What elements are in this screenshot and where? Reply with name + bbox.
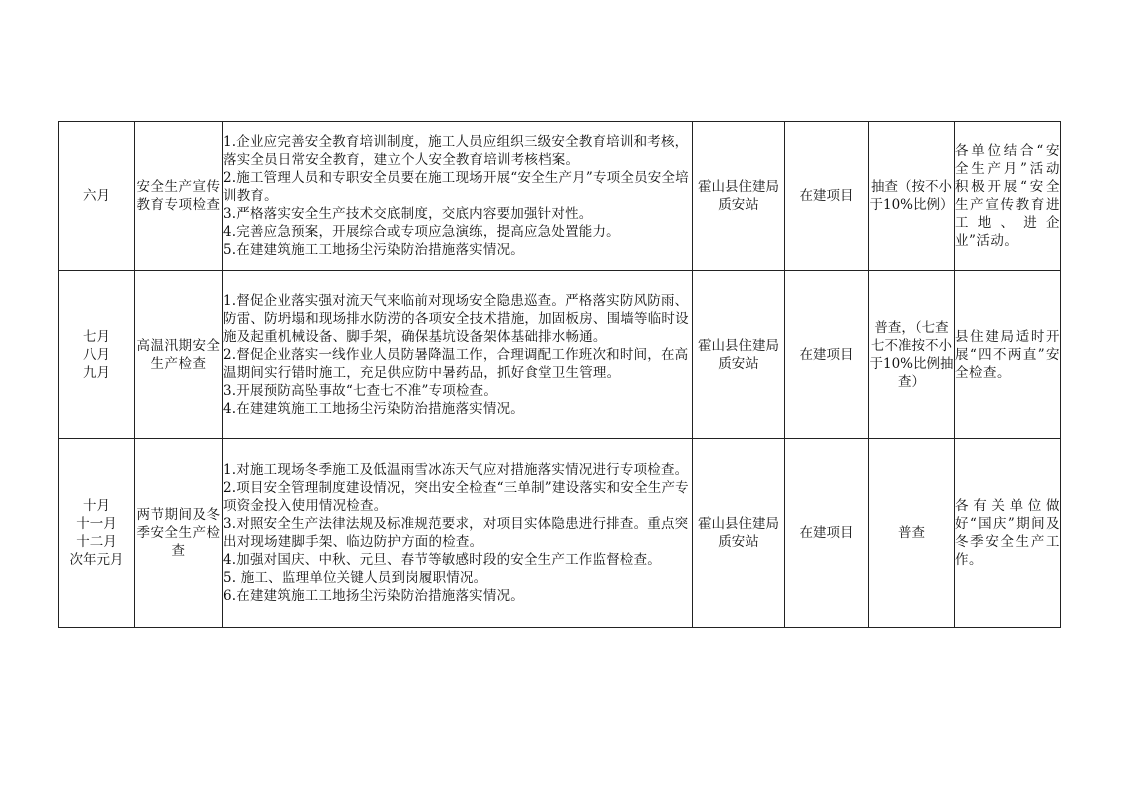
month-line: 七月 <box>83 328 110 345</box>
inspection-plan-table <box>58 121 1061 628</box>
content-item: 1.企业应完善安全教育培训制度，施工人员应组织三级安全教育培训和考核，落实全员日常安全教育，建立个人安全教育培训考核档案。 <box>223 134 689 168</box>
target-cell: 在建项目 <box>785 122 869 271</box>
content-item: 5. 施工、监理单位关键人员到岗履职情况。 <box>223 570 488 586</box>
method-cell: 普查，（七查七不准按不小于10%比例抽查） <box>869 271 955 439</box>
content-item: 1.督促企业落实强对流天气来临前对现场安全隐患巡查。严格落实防风防雨、防雷、防坍塌和现场排水防涝的各项安全技术措施，加固板房、围墙等临时设施及起重机械设备、脚手架，确保基坑设备架体基础排水畅通。 <box>223 292 689 345</box>
content-item: 2.施工管理人员和专职安全员要在施工现场开展“安全生产月”专项全员安全培训教育。 <box>223 170 689 204</box>
month-line: 九月 <box>83 364 110 381</box>
content-item: 2.督促企业落实一线作业人员防暑降温工作，合理调配工作班次和时间，在高温期间实行错时施工，充足供应防中暑药品，抓好食堂卫生管理。 <box>223 346 689 381</box>
remark-cell: 各有关单位做好“国庆”期间及冬季安全生产工作。 <box>955 439 1061 628</box>
month-cell <box>59 122 135 271</box>
content-item: 3.开展预防高坠事故“七查七不准”专项检查。 <box>223 382 498 399</box>
month-line: 六月 <box>83 188 110 204</box>
target-cell: 在建项目 <box>785 439 869 628</box>
content-item: 3.严格落实安全生产技术交底制度，交底内容要加强针对性。 <box>223 206 593 222</box>
remark-cell: 各单位结合“安全生产月”活动积极开展“安全生产宣传教育进工地、进企业”活动。 <box>955 122 1061 271</box>
table-row <box>59 271 1061 439</box>
content-item: 1.对施工现场冬季施工及低温雨雪冰冻天气应对措施落实情况进行专项检查。 <box>223 462 689 478</box>
content-cell <box>223 271 693 439</box>
month-cell <box>59 439 135 628</box>
remark-cell: 县住建局适时开展“四不两直”安全检查。 <box>955 271 1061 439</box>
unit-cell: 霍山县住建局质安站 <box>693 122 785 271</box>
content-item: 4.完善应急预案，开展综合或专项应急演练，提高应急处置能力。 <box>223 224 620 240</box>
method-cell: 抽查（按不小于10%比例） <box>869 122 955 271</box>
content-item: 2.项目安全管理制度建设情况，突出安全检查“三单制”建设落实和安全生产专项资金投入使用情况检查。 <box>223 480 689 514</box>
topic-cell: 高温汛期安全生产检查 <box>135 271 223 439</box>
month-line: 八月 <box>83 346 110 363</box>
table-row <box>59 122 1061 271</box>
content-item: 3.对照安全生产法律法规及标准规范要求，对项目实体隐患进行排查。重点突出对现场建脚手架、临边防护方面的检查。 <box>223 516 689 550</box>
content-cell <box>223 439 693 628</box>
table-row <box>59 439 1061 628</box>
month-line: 十二月 <box>76 534 117 550</box>
target-cell: 在建项目 <box>785 271 869 439</box>
topic-cell: 安全生产宣传教育专项检查 <box>135 122 223 271</box>
month-line: 十一月 <box>76 516 117 532</box>
topic-cell: 两节期间及冬季安全生产检查 <box>135 439 223 628</box>
month-cell <box>59 271 135 439</box>
method-cell: 普查 <box>869 439 955 628</box>
month-line: 次年元月 <box>69 552 124 568</box>
content-cell <box>223 122 693 271</box>
unit-cell: 霍山县住建局质安站 <box>693 271 785 439</box>
content-item: 6.在建建筑施工工地扬尘污染防治措施落实情况。 <box>223 588 524 604</box>
month-line: 十月 <box>83 498 110 514</box>
content-item: 4.在建建筑施工工地扬尘污染防治措施落实情况。 <box>223 400 524 417</box>
content-item: 4.加强对国庆、中秋、元旦、春节等敏感时段的安全生产工作监督检查。 <box>223 552 661 568</box>
content-item: 5.在建建筑施工工地扬尘污染防治措施落实情况。 <box>223 242 524 258</box>
unit-cell: 霍山县住建局质安站 <box>693 439 785 628</box>
